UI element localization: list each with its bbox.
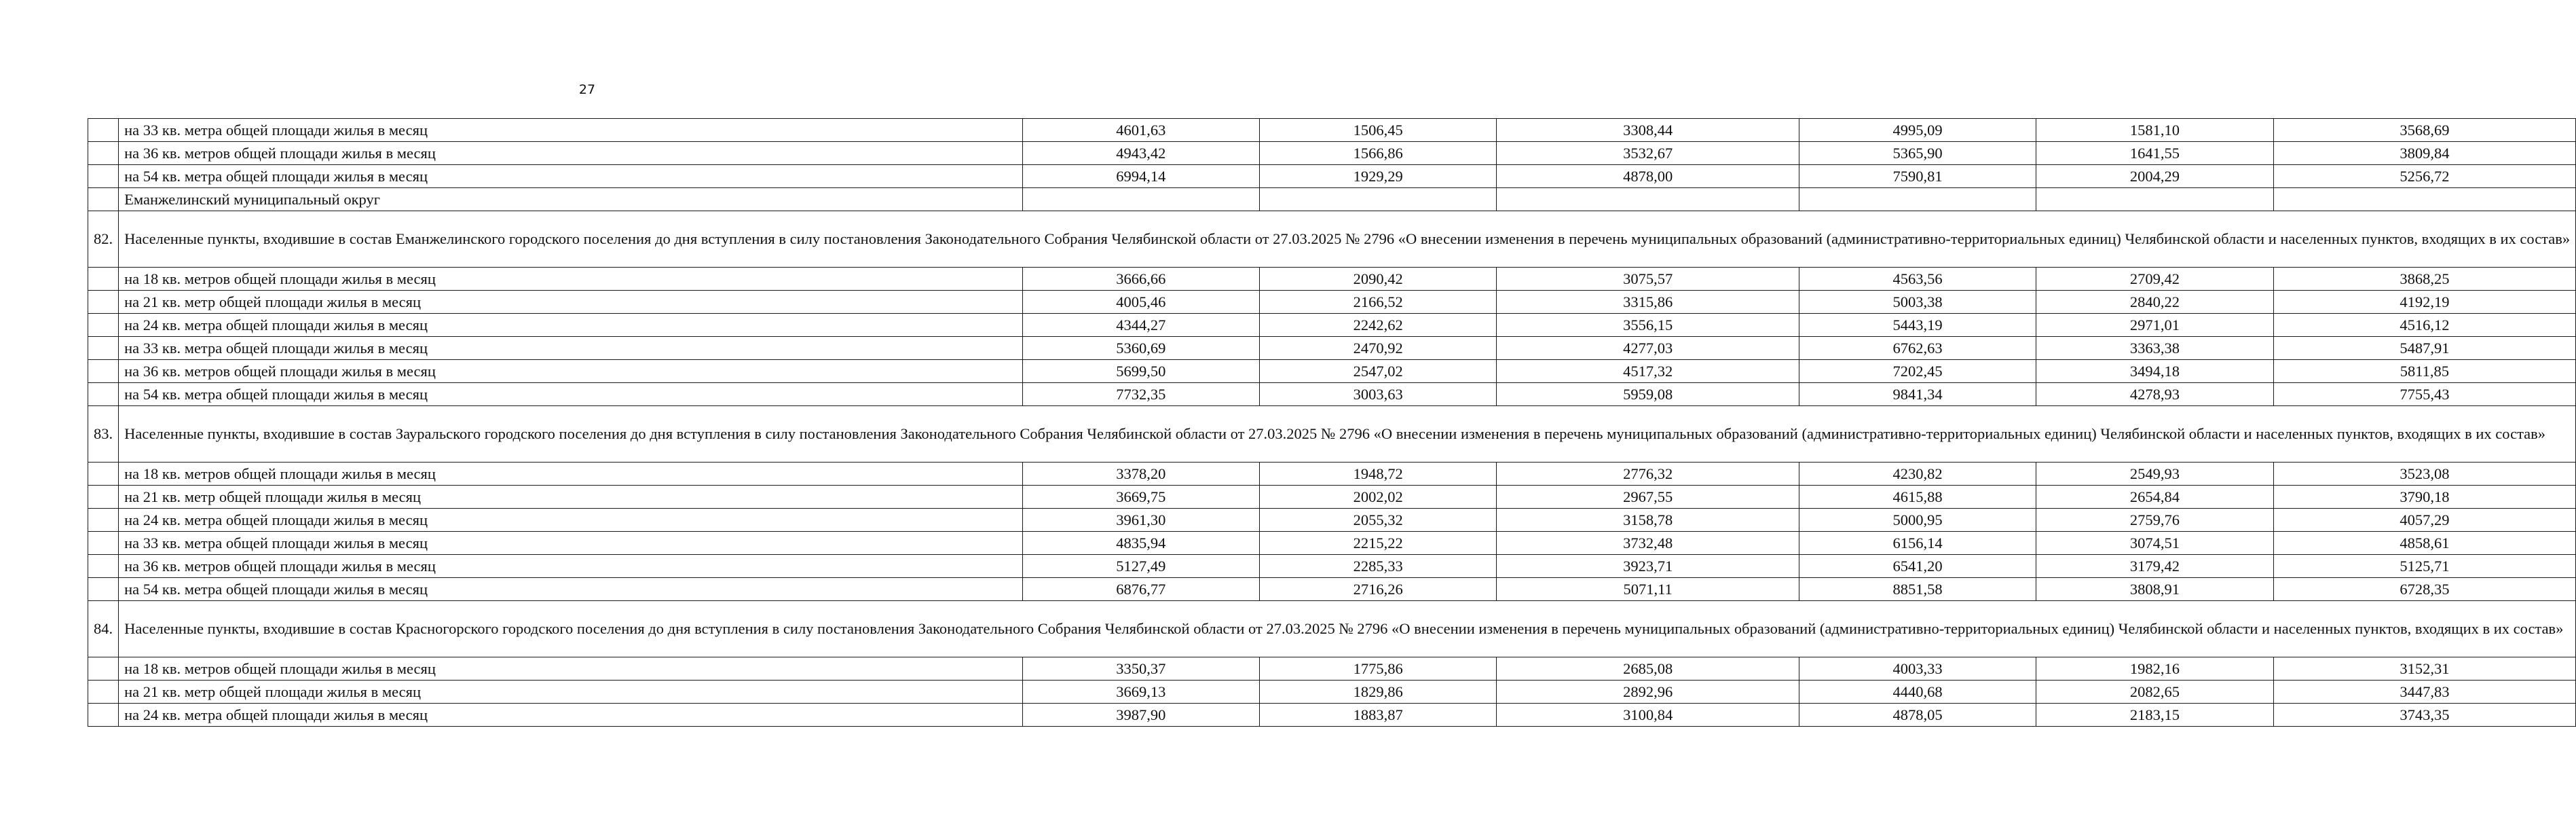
value-cell: 3666,66 — [1022, 268, 1259, 291]
value-cell: 5003,38 — [1799, 291, 2036, 314]
value-cell: 3315,86 — [1497, 291, 1799, 314]
value-cell: 1929,29 — [1260, 165, 1497, 188]
row-number-cell — [88, 509, 119, 532]
value-cell: 1982,16 — [2036, 657, 2273, 681]
value-cell: 2242,62 — [1260, 314, 1497, 337]
group-description: Населенные пункты, входившие в состав Красногорского городского поселения до дня вступления в силу постановления Законодательного Собрания Челябинской области от 27.03.2025 № 2796 «О внесении изменения в перечень муниципальных образований (административно-территориальных единиц) Челябинской области и населенных пунктов, входящих в их состав» — [119, 601, 2576, 657]
table-row — [88, 509, 2576, 532]
row-label: на 36 кв. метров общей площади жилья в месяц — [119, 360, 1023, 383]
value-cell: 2090,42 — [1260, 268, 1497, 291]
group-number: 82. — [88, 211, 119, 268]
value-cell: 3868,25 — [2273, 268, 2576, 291]
row-number-cell — [88, 463, 119, 486]
value-cell: 4615,88 — [1799, 486, 2036, 509]
empty-cell — [1497, 188, 1799, 211]
value-cell: 2166,52 — [1260, 291, 1497, 314]
row-number-cell — [88, 486, 119, 509]
value-cell: 3363,38 — [2036, 337, 2273, 360]
value-cell: 2892,96 — [1497, 681, 1799, 704]
table-row — [88, 142, 2576, 165]
value-cell: 6876,77 — [1022, 578, 1259, 601]
row-number-cell — [88, 314, 119, 337]
row-number-cell — [88, 360, 119, 383]
row-number-cell — [88, 337, 119, 360]
value-cell: 5256,72 — [2273, 165, 2576, 188]
value-cell: 1581,10 — [2036, 119, 2273, 142]
value-cell: 3532,67 — [1497, 142, 1799, 165]
value-cell: 3523,08 — [2273, 463, 2576, 486]
value-cell: 1775,86 — [1260, 657, 1497, 681]
row-label: на 18 кв. метров общей площади жилья в месяц — [119, 268, 1023, 291]
value-cell: 4230,82 — [1799, 463, 2036, 486]
value-cell: 7202,45 — [1799, 360, 2036, 383]
row-label: на 21 кв. метр общей площади жилья в месяц — [119, 681, 1023, 704]
table-row — [88, 486, 2576, 509]
table-row — [88, 704, 2576, 727]
value-cell: 2285,33 — [1260, 555, 1497, 578]
row-number-cell — [88, 188, 119, 211]
group-description: Населенные пункты, входившие в состав Еманжелинского городского поселения до дня вступления в силу постановления Законодательного Собрания Челябинской области от 27.03.2025 № 2796 «О внесении изменения в перечень муниципальных образований (административно-территориальных единиц) Челябинской области и населенных пунктов, входящих в их состав» — [119, 211, 2576, 268]
value-cell: 7590,81 — [1799, 165, 2036, 188]
value-cell: 5071,11 — [1497, 578, 1799, 601]
table-row — [88, 578, 2576, 601]
value-cell: 3158,78 — [1497, 509, 1799, 532]
value-cell: 3961,30 — [1022, 509, 1259, 532]
value-cell: 4835,94 — [1022, 532, 1259, 555]
value-cell: 2004,29 — [2036, 165, 2273, 188]
table-row — [88, 657, 2576, 681]
value-cell: 3923,71 — [1497, 555, 1799, 578]
value-cell: 2215,22 — [1260, 532, 1497, 555]
value-cell: 8851,58 — [1799, 578, 2036, 601]
value-cell: 5360,69 — [1022, 337, 1259, 360]
value-cell: 3987,90 — [1022, 704, 1259, 727]
table-row — [88, 463, 2576, 486]
table-row — [88, 268, 2576, 291]
empty-cell — [2273, 188, 2576, 211]
table-row — [88, 337, 2576, 360]
value-cell: 6156,14 — [1799, 532, 2036, 555]
row-number-cell — [88, 142, 119, 165]
value-cell: 2716,26 — [1260, 578, 1497, 601]
value-cell: 6762,63 — [1799, 337, 2036, 360]
row-number-cell — [88, 657, 119, 681]
empty-cell — [1022, 188, 1259, 211]
value-cell: 2002,02 — [1260, 486, 1497, 509]
value-cell: 4516,12 — [2273, 314, 2576, 337]
value-cell: 4563,56 — [1799, 268, 2036, 291]
value-cell: 2549,93 — [2036, 463, 2273, 486]
value-cell: 4878,05 — [1799, 704, 2036, 727]
row-label: на 24 кв. метра общей площади жилья в месяц — [119, 704, 1023, 727]
table-body — [88, 119, 2576, 727]
value-cell: 4943,42 — [1022, 142, 1259, 165]
value-cell: 2967,55 — [1497, 486, 1799, 509]
empty-cell — [2036, 188, 2273, 211]
row-number-cell — [88, 165, 119, 188]
value-cell: 4278,93 — [2036, 383, 2273, 406]
value-cell: 3669,13 — [1022, 681, 1259, 704]
value-cell: 3100,84 — [1497, 704, 1799, 727]
value-cell: 3003,63 — [1260, 383, 1497, 406]
row-label: на 33 кв. метра общей площади жилья в месяц — [119, 532, 1023, 555]
value-cell: 5959,08 — [1497, 383, 1799, 406]
value-cell: 2055,32 — [1260, 509, 1497, 532]
value-cell: 4878,00 — [1497, 165, 1799, 188]
row-label: на 33 кв. метра общей площади жилья в месяц — [119, 119, 1023, 142]
table-row — [88, 555, 2576, 578]
value-cell: 7755,43 — [2273, 383, 2576, 406]
table-row — [88, 165, 2576, 188]
table-row — [88, 314, 2576, 337]
value-cell: 3152,31 — [2273, 657, 2576, 681]
empty-cell — [1799, 188, 2036, 211]
row-label: на 36 кв. метров общей площади жилья в месяц — [119, 555, 1023, 578]
value-cell: 4995,09 — [1799, 119, 2036, 142]
value-cell: 9841,34 — [1799, 383, 2036, 406]
row-number-cell — [88, 268, 119, 291]
group-description: Населенные пункты, входившие в состав Зауральского городского поселения до дня вступления в силу постановления Законодательного Собрания Челябинской области от 27.03.2025 № 2796 «О внесении изменения в перечень муниципальных образований (административно-территориальных единиц) Челябинской области и населенных пунктов, входящих в их состав» — [119, 406, 2576, 463]
value-cell: 2759,76 — [2036, 509, 2273, 532]
value-cell: 6728,35 — [2273, 578, 2576, 601]
value-cell: 4005,46 — [1022, 291, 1259, 314]
value-cell: 2470,92 — [1260, 337, 1497, 360]
table-row — [88, 532, 2576, 555]
value-cell: 3809,84 — [2273, 142, 2576, 165]
value-cell: 3350,37 — [1022, 657, 1259, 681]
table-row — [88, 360, 2576, 383]
value-cell: 6541,20 — [1799, 555, 2036, 578]
group-header-row — [88, 211, 2576, 268]
value-cell: 1566,86 — [1260, 142, 1497, 165]
value-cell: 1506,45 — [1260, 119, 1497, 142]
value-cell: 5487,91 — [2273, 337, 2576, 360]
value-cell: 5811,85 — [2273, 360, 2576, 383]
value-cell: 2840,22 — [2036, 291, 2273, 314]
empty-cell — [1260, 188, 1497, 211]
value-cell: 7732,35 — [1022, 383, 1259, 406]
value-cell: 5000,95 — [1799, 509, 2036, 532]
row-number-cell — [88, 578, 119, 601]
value-cell: 1948,72 — [1260, 463, 1497, 486]
value-cell: 5127,49 — [1022, 555, 1259, 578]
tariff-table — [88, 118, 2576, 727]
value-cell: 5699,50 — [1022, 360, 1259, 383]
row-label: на 33 кв. метра общей площади жилья в месяц — [119, 337, 1023, 360]
value-cell: 4601,63 — [1022, 119, 1259, 142]
row-label: на 24 кв. метра общей площади жилья в месяц — [119, 314, 1023, 337]
value-cell: 3494,18 — [2036, 360, 2273, 383]
row-number-cell — [88, 555, 119, 578]
value-cell: 5365,90 — [1799, 142, 2036, 165]
value-cell: 3790,18 — [2273, 486, 2576, 509]
row-number-cell — [88, 383, 119, 406]
value-cell: 2547,02 — [1260, 360, 1497, 383]
row-label: на 21 кв. метр общей площади жилья в месяц — [119, 291, 1023, 314]
row-number-cell — [88, 704, 119, 727]
value-cell: 3732,48 — [1497, 532, 1799, 555]
row-label: на 18 кв. метров общей площади жилья в месяц — [119, 463, 1023, 486]
value-cell: 3568,69 — [2273, 119, 2576, 142]
value-cell: 3075,57 — [1497, 268, 1799, 291]
group-header-row — [88, 601, 2576, 657]
value-cell: 2709,42 — [2036, 268, 2273, 291]
value-cell: 2971,01 — [2036, 314, 2273, 337]
value-cell: 4057,29 — [2273, 509, 2576, 532]
table-row — [88, 291, 2576, 314]
value-cell: 4192,19 — [2273, 291, 2576, 314]
value-cell: 3556,15 — [1497, 314, 1799, 337]
value-cell: 6994,14 — [1022, 165, 1259, 188]
value-cell: 1829,86 — [1260, 681, 1497, 704]
value-cell: 1883,87 — [1260, 704, 1497, 727]
row-number-cell — [88, 532, 119, 555]
value-cell: 3179,42 — [2036, 555, 2273, 578]
value-cell: 1641,55 — [2036, 142, 2273, 165]
row-label: на 21 кв. метр общей площади жилья в месяц — [119, 486, 1023, 509]
section-title: Еманжелинский муниципальный округ — [119, 188, 1023, 211]
group-number: 83. — [88, 406, 119, 463]
page-number: 27 — [578, 82, 596, 97]
value-cell: 5443,19 — [1799, 314, 2036, 337]
value-cell: 4277,03 — [1497, 337, 1799, 360]
table-row — [88, 119, 2576, 142]
table-row — [88, 681, 2576, 704]
value-cell: 4517,32 — [1497, 360, 1799, 383]
value-cell: 2685,08 — [1497, 657, 1799, 681]
row-label: на 18 кв. метров общей площади жилья в месяц — [119, 657, 1023, 681]
value-cell: 2082,65 — [2036, 681, 2273, 704]
value-cell: 4858,61 — [2273, 532, 2576, 555]
value-cell: 2654,84 — [2036, 486, 2273, 509]
value-cell: 3743,35 — [2273, 704, 2576, 727]
group-number: 84. — [88, 601, 119, 657]
section-row — [88, 188, 2576, 211]
row-label: на 24 кв. метра общей площади жилья в месяц — [119, 509, 1023, 532]
value-cell: 5125,71 — [2273, 555, 2576, 578]
value-cell: 2183,15 — [2036, 704, 2273, 727]
table-row — [88, 383, 2576, 406]
row-label: на 54 кв. метра общей площади жилья в месяц — [119, 383, 1023, 406]
row-label: на 54 кв. метра общей площади жилья в месяц — [119, 165, 1023, 188]
value-cell: 4440,68 — [1799, 681, 2036, 704]
value-cell: 3074,51 — [2036, 532, 2273, 555]
row-label: на 54 кв. метра общей площади жилья в месяц — [119, 578, 1023, 601]
value-cell: 3447,83 — [2273, 681, 2576, 704]
value-cell: 3808,91 — [2036, 578, 2273, 601]
value-cell: 4344,27 — [1022, 314, 1259, 337]
value-cell: 3669,75 — [1022, 486, 1259, 509]
group-header-row — [88, 406, 2576, 463]
row-number-cell — [88, 291, 119, 314]
row-label: на 36 кв. метров общей площади жилья в месяц — [119, 142, 1023, 165]
value-cell: 2776,32 — [1497, 463, 1799, 486]
value-cell: 4003,33 — [1799, 657, 2036, 681]
value-cell: 3378,20 — [1022, 463, 1259, 486]
value-cell: 3308,44 — [1497, 119, 1799, 142]
row-number-cell — [88, 119, 119, 142]
row-number-cell — [88, 681, 119, 704]
